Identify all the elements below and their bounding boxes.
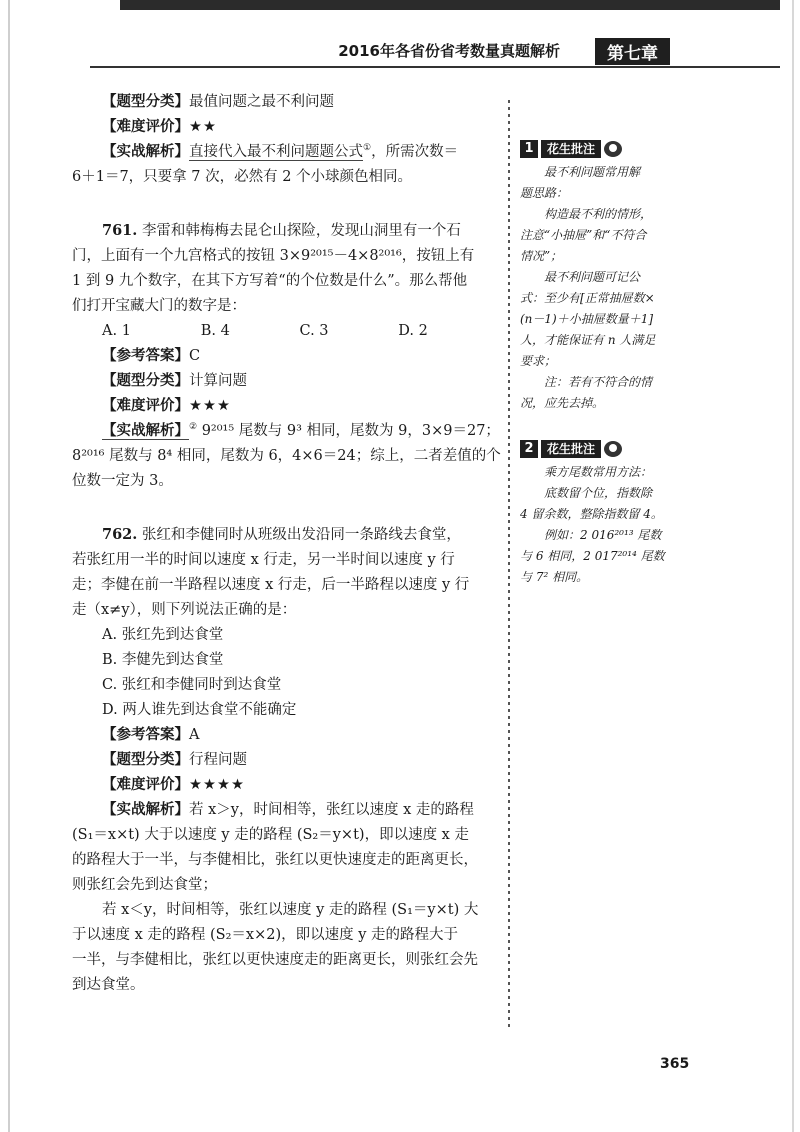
note-1-number: 1	[520, 140, 538, 158]
q761-stem-line4: 们打开宝藏大门的数字是：	[72, 298, 246, 314]
q762-stem-line4: 走（x≠y），则下列说法正确的是：	[72, 602, 297, 618]
q762-type: 【题型分类】行程问题	[102, 752, 247, 768]
main-column	[72, 90, 501, 998]
peanut-icon	[604, 141, 622, 157]
q762-analysis-line1: 【实战解析】若 x＞y，时间相等，张红以速度 x 走的路程	[102, 802, 474, 818]
note-2-line: 乘方尾数常用方法：	[544, 465, 653, 479]
q761-analysis-line2: 8²⁰¹⁶ 尾数与 8⁴ 相同，尾数为 6，4×6＝24；综上，二者差值的个	[72, 448, 501, 464]
q761-analysis-line1: 【实战解析】② 9²⁰¹⁵ 尾数与 9³ 相同，尾数为 9，3×9＝27；	[102, 422, 500, 439]
note-2-line: 与 7² 相同。	[520, 570, 589, 584]
q762-option-b: B. 李健先到达食堂	[102, 652, 224, 668]
note-1-label: 花生批注	[541, 140, 601, 158]
q761-type: 【题型分类】计算问题	[102, 373, 247, 389]
note-1-line: 最不利问题可记公	[544, 270, 641, 284]
note-1-line: 况，应先去掉。	[520, 396, 605, 410]
q762-analysis-line2: (S₁＝x×t) 大于以速度 y 走的路程 (S₂＝y×t)，即以速度 x 走	[72, 827, 469, 843]
q762-option-c: C. 张红和李健同时到达食堂	[102, 677, 282, 693]
q762-stem-line1: 762. 张红和李健同时从班级出发沿同一条路线去食堂，	[102, 526, 461, 543]
note-1-line: 人，才能保证有 n 人满足	[520, 333, 656, 347]
note-1-header	[520, 140, 680, 158]
note-2-number: 2	[520, 440, 538, 458]
note-2-header	[520, 440, 680, 458]
note-2-line: 与 6 相同，2 017²⁰¹⁴ 尾数	[520, 549, 665, 563]
side-notes	[520, 140, 680, 588]
note-1-line: 情况”；	[520, 249, 563, 263]
scan-edge-right	[792, 0, 794, 1132]
q761-stem-line3: 1 到 9 九个数字，在其下方写着“的个位数是什么”。那么帮他	[72, 273, 468, 289]
q762-analysis-line8: 到达食堂。	[72, 977, 145, 993]
note-2-line: 例如：2 016²⁰¹³ 尾数	[544, 528, 662, 542]
q761-option-a: A. 1	[102, 323, 131, 339]
q762-analysis-line3: 的路程大于一半，与李健相比，张红以更快速度走的距离更长，	[72, 852, 478, 868]
q761-stem-line1: 761. 李雷和韩梅梅去昆仑山探险，发现山洞里有一个石	[102, 222, 461, 239]
top-dark-band	[120, 0, 780, 10]
q762-option-d: D. 两人谁先到达食堂不能确定	[102, 702, 297, 718]
running-header	[90, 38, 780, 68]
q761-option-d: D. 2	[398, 323, 428, 339]
prev-analysis: 【实战解析】直接代入最不利问题题公式①，所需次数＝	[102, 143, 459, 160]
q762-analysis-line6: 于以速度 x 走的路程 (S₂＝x×2)，即以速度 y 走的路程大于	[72, 927, 459, 943]
peanut-icon	[604, 441, 622, 457]
chapter-badge: 第七章	[595, 38, 670, 65]
note-1-line: 最不利问题常用解	[544, 165, 641, 179]
q762-analysis-line7: 一半，与李健相比，张红以更快速度走的距离更长，则张红会先	[72, 952, 478, 968]
q761-number: 761.	[102, 222, 138, 239]
q761-option-b: B. 4	[200, 323, 230, 339]
q761-stem-line2: 门，上面有一个九宫格式的按钮 3×9²⁰¹⁵－4×8²⁰¹⁶，按钮上有	[72, 248, 475, 264]
prev-difficulty: 【难度评价】★★	[102, 119, 217, 135]
note-1-line: 式：至少有[正常抽屉数×	[520, 291, 655, 305]
q761-option-c: C. 3	[299, 323, 329, 339]
q762-option-a: A. 张红先到达食堂	[102, 627, 224, 643]
q761-options	[72, 319, 497, 344]
q761-analysis-line3: 位数一定为 3。	[72, 473, 173, 489]
q762-answer: 【参考答案】A	[102, 727, 200, 743]
prev-analysis-line2: 6＋1＝7，只要拿 7 次，必然有 2 个小球颜色相同。	[72, 169, 413, 185]
q762-stem-line3: 走；李健在前一半路程以速度 x 行走，后一半路程以速度 y 行	[72, 577, 470, 593]
q762-number: 762.	[102, 526, 138, 543]
header-title: 2016年各省份省考数量真题解析	[338, 42, 560, 60]
note-1-line: 要求；	[520, 354, 557, 368]
column-divider	[508, 100, 510, 1030]
q762-analysis-line5: 若 x＜y，时间相等，张红以速度 y 走的路程 (S₁＝y×t) 大	[102, 902, 479, 918]
note-2-line: 底数留个位，指数除	[544, 486, 653, 500]
page-number: 365	[660, 1056, 690, 1072]
prev-type: 【题型分类】最值问题之最不利问题	[102, 94, 334, 110]
note-1-line: 注意“小抽屉”和“不符合	[520, 228, 647, 242]
q762-difficulty: 【难度评价】★★★★	[102, 777, 245, 793]
note-2-label: 花生批注	[541, 440, 601, 458]
note-1-line: 题思路：	[520, 186, 569, 200]
scan-edge-left	[8, 0, 10, 1132]
q761-difficulty: 【难度评价】★★★	[102, 398, 231, 414]
q762-stem-line2: 若张红用一半的时间以速度 x 行走，另一半时间以速度 y 行	[72, 552, 455, 568]
note-2-line: 4 留余数，整除指数留 4。	[520, 507, 663, 521]
q761-answer: 【参考答案】C	[102, 348, 201, 364]
note-1-line: 构造最不利的情形，	[544, 207, 653, 221]
q762-analysis-line4: 则张红会先到达食堂；	[72, 877, 217, 893]
note-1-line: (n－1)＋小抽屉数量＋1]	[520, 312, 654, 326]
note-1-line: 注：若有不符合的情	[544, 375, 653, 389]
